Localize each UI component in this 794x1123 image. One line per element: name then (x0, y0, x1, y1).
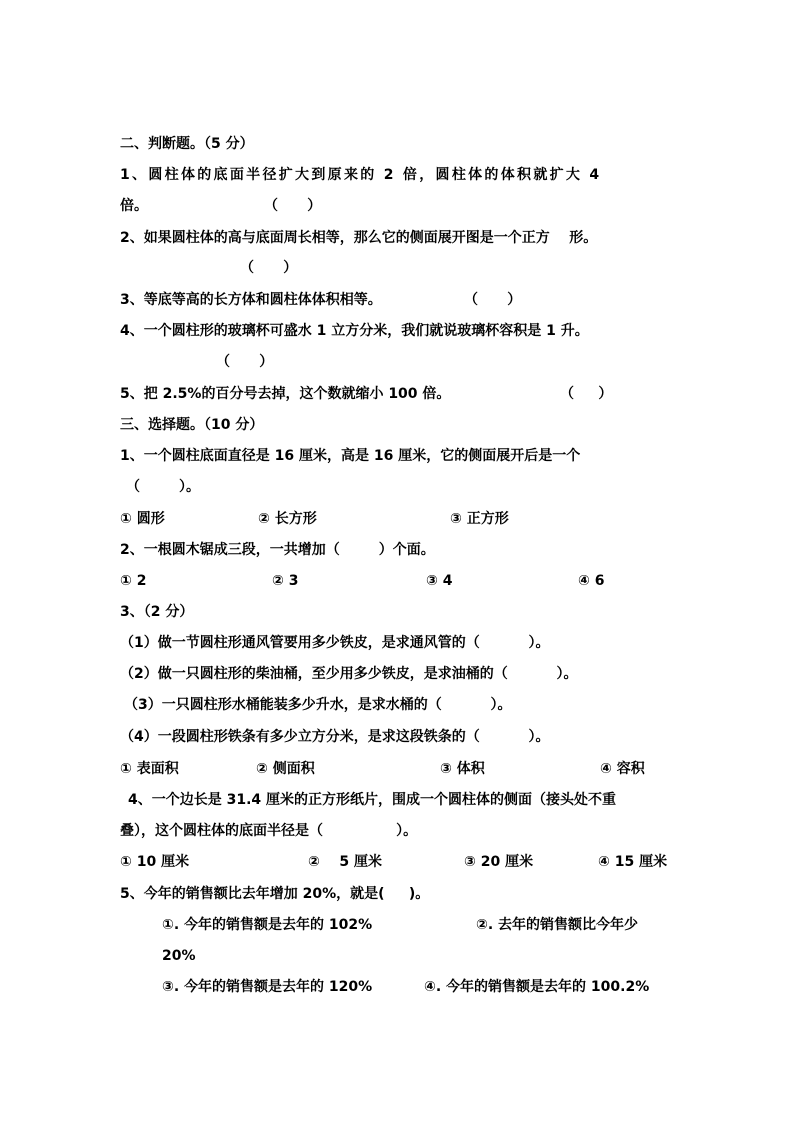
choice-q5-option-2: ②. 去年的销售额比今年少 (476, 917, 639, 933)
choice-q3-option-3: ③ 体积 (440, 761, 485, 777)
choice-q3-sub3: （3）一只圆柱形水桶能装多少升水，是求水桶的（ ）。 (124, 697, 512, 713)
judge-q4-answer-paren: （ ） (216, 354, 274, 370)
choice-q5-option-1: ①. 今年的销售额是去年的 102% (162, 917, 373, 933)
choice-q4-line2: 叠），这个圆柱体的底面半径是（ ）。 (120, 823, 418, 839)
choice-q3: 3、（2 分） (120, 604, 194, 620)
judge-q1-answer-paren: （ ） (264, 198, 322, 214)
judge-q5: 5、把 2.5%的百分号去掉，这个数就缩小 100 倍。 (120, 386, 451, 402)
judge-q3-answer-paren: （ ） (464, 292, 522, 308)
choice-q3-option-1: ① 表面积 (120, 761, 179, 777)
choice-q2-option-3: ③ 4 (426, 573, 453, 589)
choice-q2-option-4: ④ 6 (578, 573, 605, 589)
judge-q3: 3、等底等高的长方体和圆柱体体积相等。 (120, 292, 382, 308)
choice-q1-line2: （ ）。 (126, 479, 200, 495)
choice-q3-sub1: （1）做一节圆柱形通风管要用多少铁皮，是求通风管的（ ）。 (120, 635, 550, 651)
choice-q3-sub2: （2）做一只圆柱形的柴油桶，至少用多少铁皮，是求油桶的（ ）。 (120, 666, 578, 682)
judge-q5-answer-paren: （ ） (560, 386, 613, 402)
section-2-title: 二、判断题。（5 分） (120, 136, 254, 152)
choice-q4-option-3: ③ 20 厘米 (464, 854, 534, 870)
judge-q4-line1: 4、一个圆柱形的玻璃杯可盛水 1 立方分米，我们就说玻璃杯容积是 1 升。 (120, 323, 589, 339)
choice-q3-option-4: ④ 容积 (600, 761, 645, 777)
choice-q1-option-3: ③ 正方形 (450, 511, 509, 527)
choice-q5-option-2-cont: 20% (162, 948, 196, 964)
judge-q2-line1: 2、如果圆柱体的高与底面周长相等，那么它的侧面展开图是一个正方 形。 (120, 230, 598, 246)
judge-q1-line2: 倍。 (120, 198, 148, 214)
choice-q2: 2、一根圆木锯成三段，一共增加（ ）个面。 (120, 542, 435, 558)
choice-q5: 5、今年的销售额比去年增加 20%，就是( )。 (120, 886, 430, 902)
choice-q4-line1: 4、一个边长是 31.4 厘米的正方形纸片，围成一个圆柱体的侧面（接头处不重 (128, 792, 617, 808)
judge-q2-answer-paren: （ ） (240, 260, 298, 276)
choice-q1-option-2: ② 长方形 (258, 511, 317, 527)
choice-q4-option-4: ④ 15 厘米 (598, 854, 668, 870)
section-3-title: 三、选择题。（10 分） (120, 417, 264, 433)
judge-q1-line1: 1、圆柱体的底面半径扩大到原来的 2 倍，圆柱体的体积就扩大 4 (120, 167, 602, 183)
choice-q2-option-2: ② 3 (272, 573, 299, 589)
choice-q5-option-3: ③. 今年的销售额是去年的 120% (162, 979, 373, 995)
choice-q2-option-1: ① 2 (120, 573, 147, 589)
choice-q4-option-2: ② 5 厘米 (308, 854, 382, 870)
choice-q1-option-1: ① 圆形 (120, 511, 165, 527)
choice-q1-line1: 1、一个圆柱底面直径是 16 厘米，高是 16 厘米，它的侧面展开后是一个 (120, 448, 581, 464)
choice-q3-sub4: （4）一段圆柱形铁条有多少立方分米，是求这段铁条的（ ）。 (120, 729, 550, 745)
choice-q5-option-4: ④. 今年的销售额是去年的 100.2% (424, 979, 650, 995)
choice-q3-option-2: ② 侧面积 (256, 761, 315, 777)
choice-q4-option-1: ① 10 厘米 (120, 854, 190, 870)
